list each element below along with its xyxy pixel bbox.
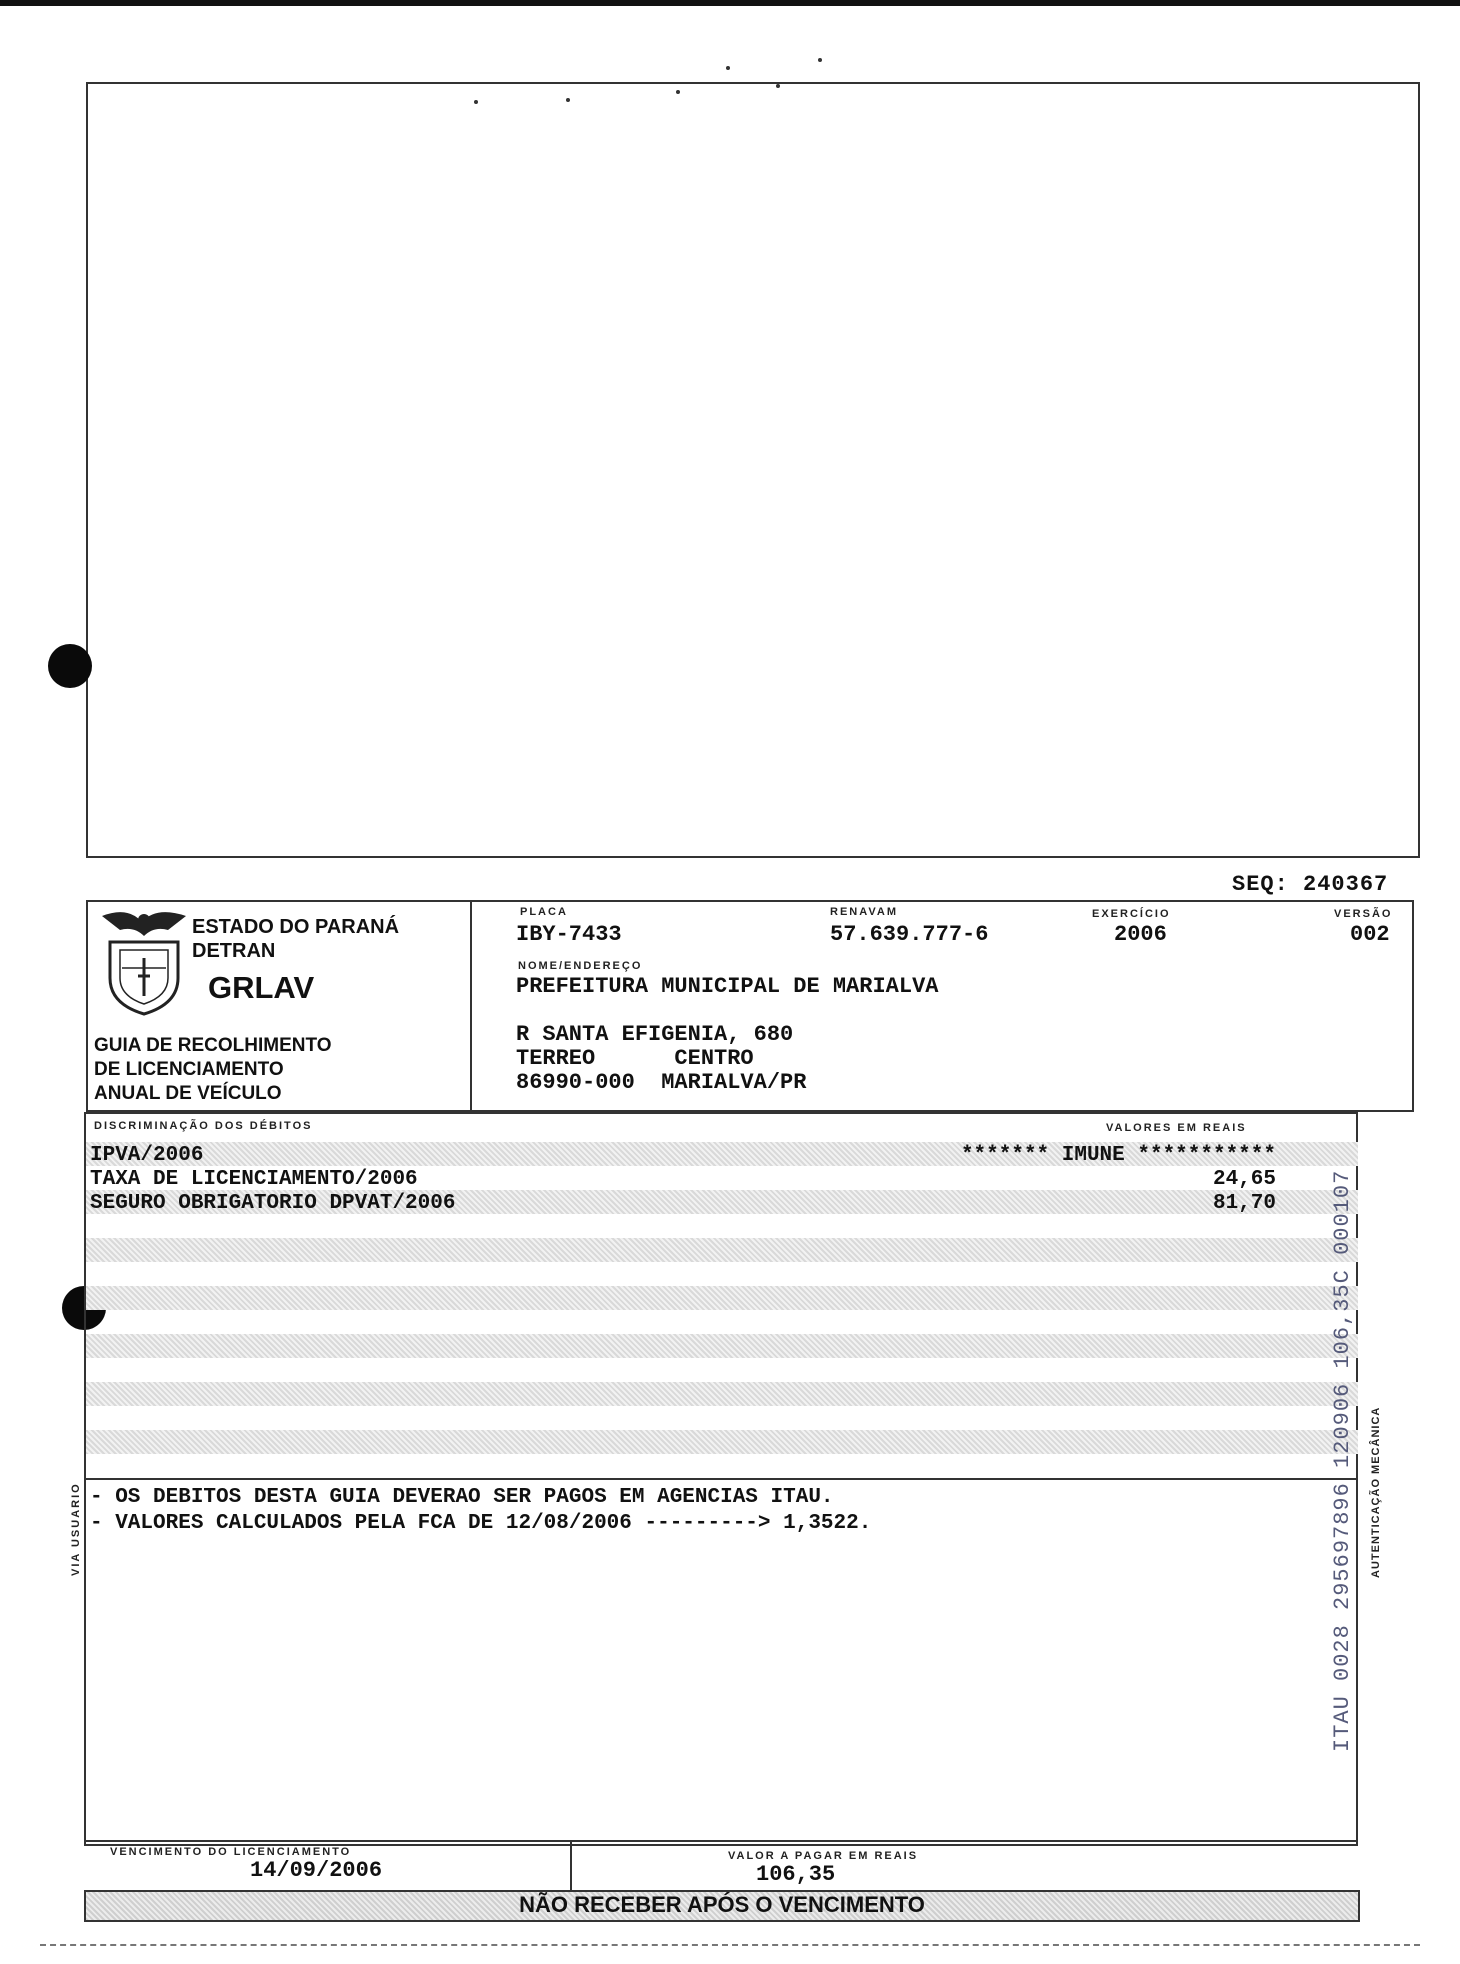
- valor-label: VALOR A PAGAR EM REAIS: [728, 1850, 919, 1862]
- stripe-row: [86, 1382, 1358, 1406]
- agency-name: DETRAN: [192, 940, 276, 962]
- exercicio-label: EXERCÍCIO: [1092, 908, 1171, 920]
- debit-description: SEGURO OBRIGATORIO DPVAT/2006: [90, 1192, 456, 1215]
- debits-label: DISCRIMINAÇÃO DOS DÉBITOS: [94, 1120, 313, 1132]
- guide-title: [94, 1034, 332, 1106]
- mechanical-auth-stamp: ITAU 0028 295697896 120906 106,35C 000107: [1330, 1169, 1355, 1752]
- nome-label: NOME/ENDEREÇO: [518, 960, 643, 972]
- payment-note: - VALORES CALCULADOS PELA FCA DE 12/08/2006 ---------> 1,3522.: [90, 1512, 872, 1535]
- footer-top-line: [84, 1840, 1358, 1842]
- vencimento-value: 14/09/2006: [250, 1858, 383, 1883]
- top-edge: [0, 0, 1460, 6]
- versao-value: 002: [1350, 922, 1390, 947]
- placa-value: IBY-7433: [516, 922, 622, 947]
- address-line: TERREO CENTRO: [516, 1046, 754, 1071]
- versao-label: VERSÃO: [1334, 908, 1393, 920]
- renavam-value: 57.639.777-6: [830, 922, 989, 947]
- debit-description: TAXA DE LICENCIAMENTO/2006: [90, 1168, 418, 1191]
- renavam-label: RENAVAM: [830, 906, 898, 918]
- blank-upper-section: [86, 82, 1420, 858]
- stripe-row: [86, 1334, 1358, 1358]
- address-line: R SANTA EFIGENIA, 680: [516, 1022, 794, 1047]
- owner-name: PREFEITURA MUNICIPAL DE MARIALVA: [516, 974, 939, 999]
- separator-line: [86, 1478, 1356, 1480]
- footer-divider: [570, 1840, 572, 1890]
- vencimento-label: VENCIMENTO DO LICENCIAMENTO: [110, 1846, 352, 1858]
- guide-title-line: DE LICENCIAMENTO: [94, 1059, 284, 1080]
- deadline-warning: NÃO RECEBER APÓS O VENCIMENTO: [519, 1892, 925, 1917]
- mechanical-auth-label: AUTENTICAÇÃO MECÂNICA: [1370, 1406, 1382, 1578]
- header-divider: [470, 900, 472, 1110]
- guide-title-line: GUIA DE RECOLHIMENTO: [94, 1035, 332, 1056]
- payment-note: - OS DEBITOS DESTA GUIA DEVERAO SER PAGOS EM AGENCIAS ITAU.: [90, 1486, 834, 1509]
- stripe-row: [86, 1286, 1358, 1310]
- debit-value: 81,70: [1212, 1192, 1276, 1215]
- address-line: 86990-000 MARIALVA/PR: [516, 1070, 807, 1095]
- document-code: GRLAV: [208, 970, 315, 1005]
- cut-line: [40, 1944, 1420, 1946]
- values-label: VALORES EM REAIS: [1106, 1122, 1247, 1134]
- stripe-row: [86, 1430, 1358, 1454]
- debit-value: ******* IMUNE ***********: [960, 1144, 1276, 1167]
- debit-value: 24,65: [1212, 1168, 1276, 1191]
- scan-speck: [818, 58, 822, 62]
- stripe-row: [86, 1238, 1358, 1262]
- sequence-number: SEQ: 240367: [1232, 872, 1389, 897]
- parana-coat-of-arms-icon: [98, 906, 190, 1018]
- exercicio-value: 2006: [1114, 922, 1167, 947]
- valor-value: 106,35: [756, 1862, 836, 1887]
- placa-label: PLACA: [520, 906, 568, 918]
- debit-description: IPVA/2006: [90, 1144, 204, 1167]
- guide-title-line: ANUAL DE VEÍCULO: [94, 1083, 282, 1104]
- scan-speck: [726, 66, 730, 70]
- via-usuario-label: VIA USUARIO: [70, 1482, 82, 1576]
- state-name: ESTADO DO PARANÁ: [192, 916, 400, 938]
- punch-hole: [48, 644, 92, 688]
